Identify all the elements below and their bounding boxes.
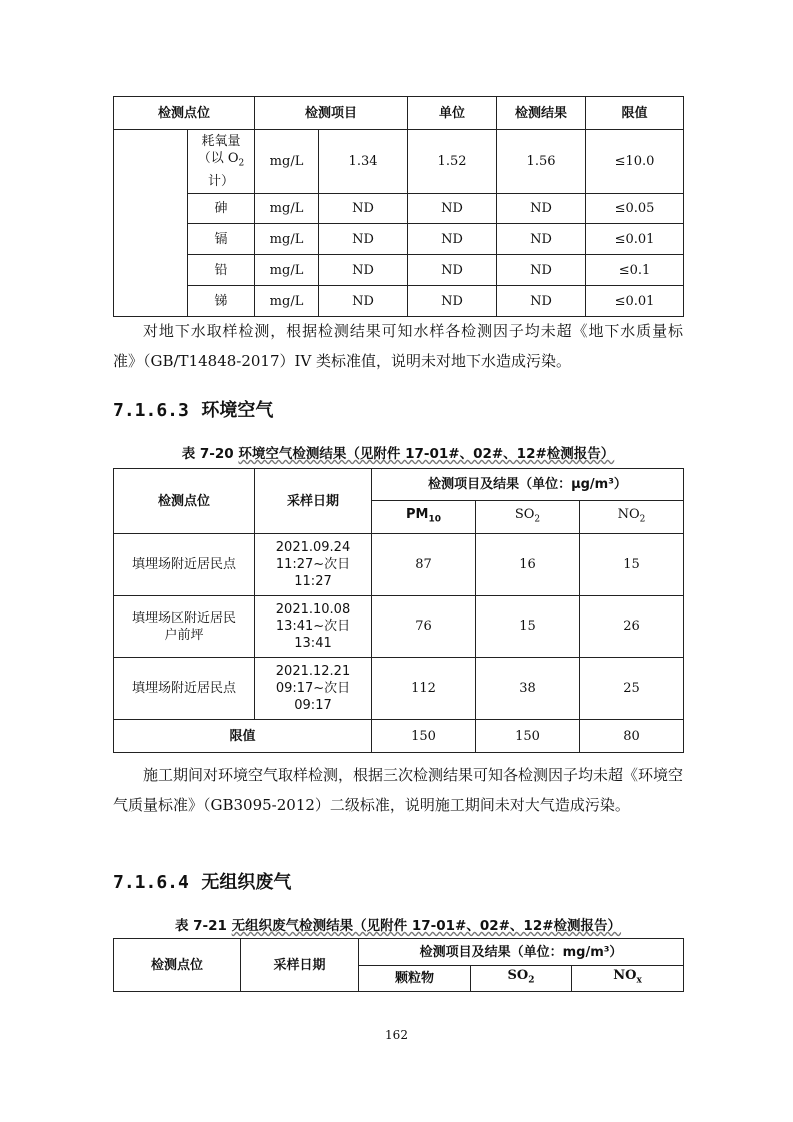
so2-cell: 16 — [476, 534, 580, 596]
no2-cell: 26 — [580, 596, 684, 658]
table-row — [114, 286, 684, 317]
item-cell: 铅 — [188, 255, 255, 286]
paragraph-air: 施工期间对环境空气取样检测，根据三次检测结果可知各检测因子均未超《环境空气质量标准》（GB3095-2012）二级标准，说明施工期间未对大气造成污染。 — [113, 766, 684, 814]
result-cell: ND — [319, 224, 408, 255]
col-header-pm10: $PM_{10}$ — [372, 501, 476, 534]
result-cell: ND — [319, 286, 408, 317]
table-caption-7-21: 表 7-21 无组织废气检测结果（见附件 17-01#、02#、12#检测报告） — [174, 918, 622, 934]
col-header-site: 检测点位 — [114, 469, 255, 534]
result-cell: 1.52 — [408, 130, 497, 194]
pm10-cell: 76 — [372, 596, 476, 658]
col-header-no2: $NO_2$ — [580, 501, 684, 534]
section-heading-fugitive: 7.1.6.4 无组织废气 — [113, 872, 292, 893]
limit-cell: ≤0.05 — [586, 194, 684, 224]
result-cell: ND — [408, 194, 497, 224]
result-cell: ND — [408, 224, 497, 255]
date-cell: 2021.09.24 11:27~次日 11:27 — [255, 534, 372, 596]
result-cell: 1.34 — [319, 130, 408, 194]
item-cell: 砷 — [188, 194, 255, 224]
result-cell: ND — [319, 194, 408, 224]
table-row — [114, 130, 684, 194]
result-cell: ND — [497, 286, 586, 317]
limit-cell: ≤0.01 — [586, 224, 684, 255]
col-header-unit: 单位 — [408, 97, 497, 130]
limit-cell: ≤0.01 — [586, 286, 684, 317]
so2-cell: 38 — [476, 658, 580, 720]
site-cell: 填埋场附近居民点 — [114, 534, 255, 596]
page-number: 162 — [385, 1028, 408, 1042]
site-cell: 填埋场区附近居民户前坪 — [114, 596, 255, 658]
no2-limit: 80 — [580, 720, 684, 753]
site-cell: 填埋场附近居民点 — [114, 658, 255, 720]
item-cell: 镉 — [188, 224, 255, 255]
col-header-nox: $NO_x$ — [572, 966, 684, 992]
col-header-item: 检测项目 — [255, 97, 408, 130]
result-cell: ND — [497, 224, 586, 255]
col-header-particulate: 颗粒物 — [359, 966, 471, 992]
limit-cell: ≤0.1 — [586, 255, 684, 286]
date-cell: 2021.12.21 09:17~次日 09:17 — [255, 658, 372, 720]
unit-cell: mg/L — [255, 194, 319, 224]
groundwater-table — [113, 96, 684, 317]
so2-cell: 15 — [476, 596, 580, 658]
col-header-limit: 限值 — [586, 97, 684, 130]
col-header-so2: $SO_2$ — [476, 501, 580, 534]
result-cell: ND — [408, 286, 497, 317]
table-row — [114, 534, 684, 596]
col-header-result: 检测结果 — [497, 97, 586, 130]
pm10-cell: 87 — [372, 534, 476, 596]
table-row — [114, 596, 684, 658]
paragraph-groundwater: 对地下水取样检测，根据检测结果可知水样各检测因子均未超《地下水质量标准》（GB/T14848-2017）IV 类标准值，说明未对地下水造成污染。 — [113, 322, 683, 370]
result-cell: ND — [408, 255, 497, 286]
unit-cell: mg/L — [255, 224, 319, 255]
so2-limit: 150 — [476, 720, 580, 753]
result-cell: ND — [497, 255, 586, 286]
pm10-limit: 150 — [372, 720, 476, 753]
col-header-group: 检测项目及结果（单位：mg/m³） — [359, 939, 684, 966]
site-cell-empty — [114, 130, 188, 317]
col-header-date: 采样日期 — [255, 469, 372, 534]
table-row-limit — [114, 720, 684, 753]
table-row — [114, 194, 684, 224]
unit-cell: mg/L — [255, 255, 319, 286]
pm10-cell: 112 — [372, 658, 476, 720]
table-row — [114, 658, 684, 720]
limit-label: 限值 — [114, 720, 372, 753]
item-cell: 耗氧量 （以 $O_2$ 计） — [188, 130, 255, 194]
result-cell: 1.56 — [497, 130, 586, 194]
section-heading-air: 7.1.6.3 环境空气 — [113, 400, 274, 421]
table-row — [114, 224, 684, 255]
col-header-group: 检测项目及结果（单位：μg/m³） — [372, 469, 684, 501]
result-cell: ND — [497, 194, 586, 224]
unit-cell: mg/L — [255, 286, 319, 317]
item-cell: 锑 — [188, 286, 255, 317]
col-header-site: 检测点位 — [114, 939, 241, 992]
no2-cell: 25 — [580, 658, 684, 720]
col-header-date: 采样日期 — [241, 939, 359, 992]
ambient-air-table — [113, 468, 684, 753]
col-header-so2: $SO_2$ — [471, 966, 572, 992]
unit-cell: mg/L — [255, 130, 319, 194]
table-row — [114, 255, 684, 286]
limit-cell: ≤10.0 — [586, 130, 684, 194]
table-caption-7-20: 表 7-20 环境空气检测结果（见附件 17-01#、02#、12#检测报告） — [181, 446, 615, 462]
col-header-site: 检测点位 — [114, 97, 255, 130]
fugitive-gas-table — [113, 938, 684, 992]
result-cell: ND — [319, 255, 408, 286]
no2-cell: 15 — [580, 534, 684, 596]
date-cell: 2021.10.08 13:41~次日 13:41 — [255, 596, 372, 658]
